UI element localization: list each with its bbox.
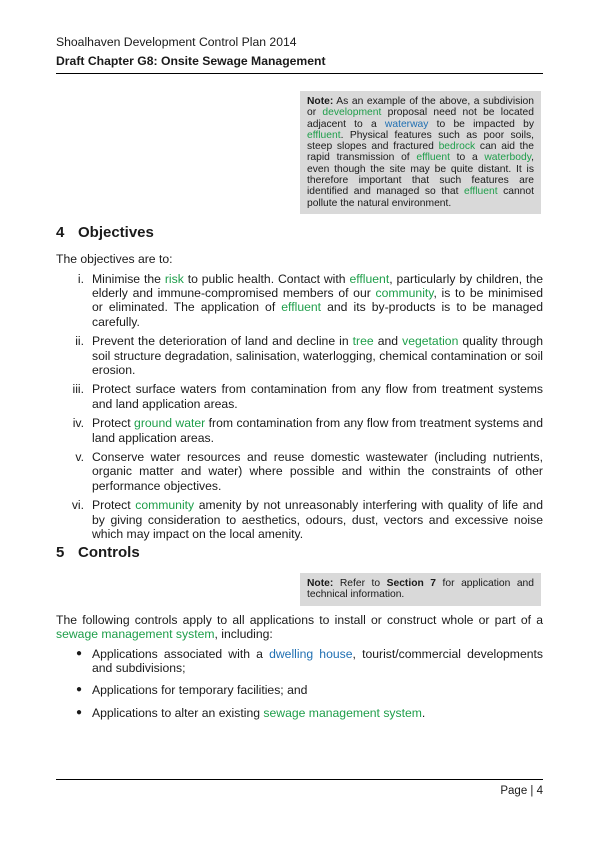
objectives-list	[56, 272, 543, 546]
term-link-community[interactable]: community	[135, 498, 195, 513]
note-text: As an example of the above, a subdivision or	[307, 96, 534, 119]
list-item-number: i.	[77, 272, 84, 286]
list-item-text: Minimise the	[92, 272, 165, 286]
objectives-intro: The objectives are to:	[56, 252, 173, 266]
list-item-number: iv.	[72, 416, 84, 431]
term-link-waterway[interactable]: waterway	[384, 118, 429, 130]
section-number: 4	[56, 224, 65, 241]
controls-intro	[56, 613, 543, 641]
note-text: can aid the rapid transmission of	[307, 141, 534, 164]
list-item	[56, 416, 543, 444]
list-item-text: , particularly by children, the elderly and immune-compromised members of our	[92, 272, 543, 301]
header-plan-title: Shoalhaven Development Control Plan 2014	[56, 35, 297, 49]
list-item	[56, 706, 543, 720]
list-item-text: Protect surface waters from contamination from any flow from treatment systems and land application areas.	[92, 382, 543, 411]
list-item-text: Protect	[92, 498, 136, 513]
list-item	[56, 498, 543, 541]
list-item	[56, 334, 543, 377]
list-item-text: from contamination from any flow from treatment systems and land application areas.	[92, 416, 543, 445]
list-item-text: Applications for temporary facilities; and	[92, 683, 308, 698]
list-item	[56, 647, 543, 675]
bullet-icon: ●	[76, 684, 83, 696]
note-text: to a	[449, 152, 485, 164]
list-item-number: iii.	[72, 382, 84, 397]
list-item-text: and its by-products is to be managed carefully.	[92, 300, 543, 329]
term-link-effluent[interactable]: effluent	[281, 300, 322, 315]
list-item-text: and	[373, 334, 403, 349]
term-link-community[interactable]: community	[375, 286, 434, 301]
term-link-development[interactable]: development	[322, 107, 382, 119]
list-item-text: Conserve water resources and reuse domestic wastewater (including nutrients, organic matter and water) where possible and within the constraints of other performance objectives.	[92, 450, 543, 493]
term-link-effluent[interactable]: effluent	[463, 186, 498, 198]
list-item	[56, 450, 543, 493]
footer-rule	[56, 779, 543, 780]
term-link-effluent[interactable]: effluent	[307, 129, 341, 141]
term-link-effluent[interactable]: effluent	[349, 272, 390, 286]
section-heading-controls	[56, 544, 140, 561]
note-label: Note:	[307, 578, 334, 589]
note-text: cannot pollute the natural environment.	[307, 186, 534, 209]
term-link-dwelling-house[interactable]: dwelling house	[269, 647, 353, 661]
term-link-vegetation[interactable]: vegetation	[402, 334, 459, 349]
list-item-text: , tourist/commercial developments and subdivisions;	[92, 647, 543, 676]
list-item-number: ii.	[75, 334, 84, 349]
list-item-number: v.	[75, 450, 84, 465]
paragraph-text: , including:	[214, 627, 273, 642]
list-item-text: Applications to alter an existing	[92, 705, 264, 720]
note-box-refer	[300, 573, 541, 606]
term-link-ground-water[interactable]: ground water	[134, 416, 206, 431]
section-heading-objectives	[56, 224, 154, 241]
term-link-risk[interactable]: risk	[164, 272, 184, 286]
note-text: . Physical features such as poor soils, steep slopes and fractured	[307, 129, 534, 153]
paragraph-text: The following controls apply to all applications to install or construct whole or part of a	[56, 613, 543, 627]
list-item-text: Applications associated with a	[92, 647, 270, 661]
list-item	[56, 272, 543, 329]
list-item	[56, 683, 543, 697]
term-link-tree[interactable]: tree	[352, 334, 374, 349]
note-text: to be impacted by	[428, 118, 535, 130]
term-link-sewage-management-system[interactable]: sewage management system	[263, 705, 422, 720]
header-chapter-title: Draft Chapter G8: Onsite Sewage Management	[56, 54, 326, 68]
section-number: 5	[56, 544, 65, 561]
list-item-number: vi.	[71, 498, 84, 513]
section-reference: Section 7	[386, 578, 437, 589]
term-link-sewage-management-system[interactable]: sewage management system	[56, 627, 215, 642]
list-item-text: amenity by not unreasonably interfering with quality of life and by giving consideration to aesthetics, odours, dust, vectors and excessive noise which may impact on the local amenity.	[92, 498, 543, 541]
term-link-bedrock[interactable]: bedrock	[438, 141, 476, 153]
list-item	[56, 382, 543, 410]
term-link-waterbody[interactable]: waterbody	[484, 152, 532, 164]
note-text: Refer to	[333, 578, 387, 589]
page-number: Page | 4	[500, 785, 543, 797]
note-text: proposal need not be located adjacent to a	[307, 107, 534, 130]
list-item-text: Prevent the deterioration of land and decline in	[92, 334, 353, 349]
list-item-text: to public health. Contact with	[183, 272, 350, 286]
bullet-icon: ●	[76, 706, 83, 718]
list-item-text: .	[421, 705, 426, 720]
list-item-text: , is to be minimised or eliminated. The application of	[92, 286, 543, 315]
note-box-example	[300, 91, 541, 214]
section-title: Objectives	[78, 224, 154, 241]
bullet-icon: ●	[76, 648, 83, 659]
note-text: , even though the site may be quite distant. It is therefore important that such features are identified and managed so that	[307, 152, 534, 198]
list-item-text: quality through soil structure degradation, salinisation, waterlogging, chemical contamination or soil erosion.	[92, 334, 544, 377]
section-title: Controls	[78, 544, 140, 561]
header-rule	[56, 73, 543, 74]
controls-list	[56, 647, 543, 728]
note-text: for application and technical information.	[307, 578, 534, 601]
note-label: Note:	[307, 96, 334, 107]
list-item-text: Protect	[92, 416, 135, 431]
term-link-effluent[interactable]: effluent	[416, 152, 450, 164]
